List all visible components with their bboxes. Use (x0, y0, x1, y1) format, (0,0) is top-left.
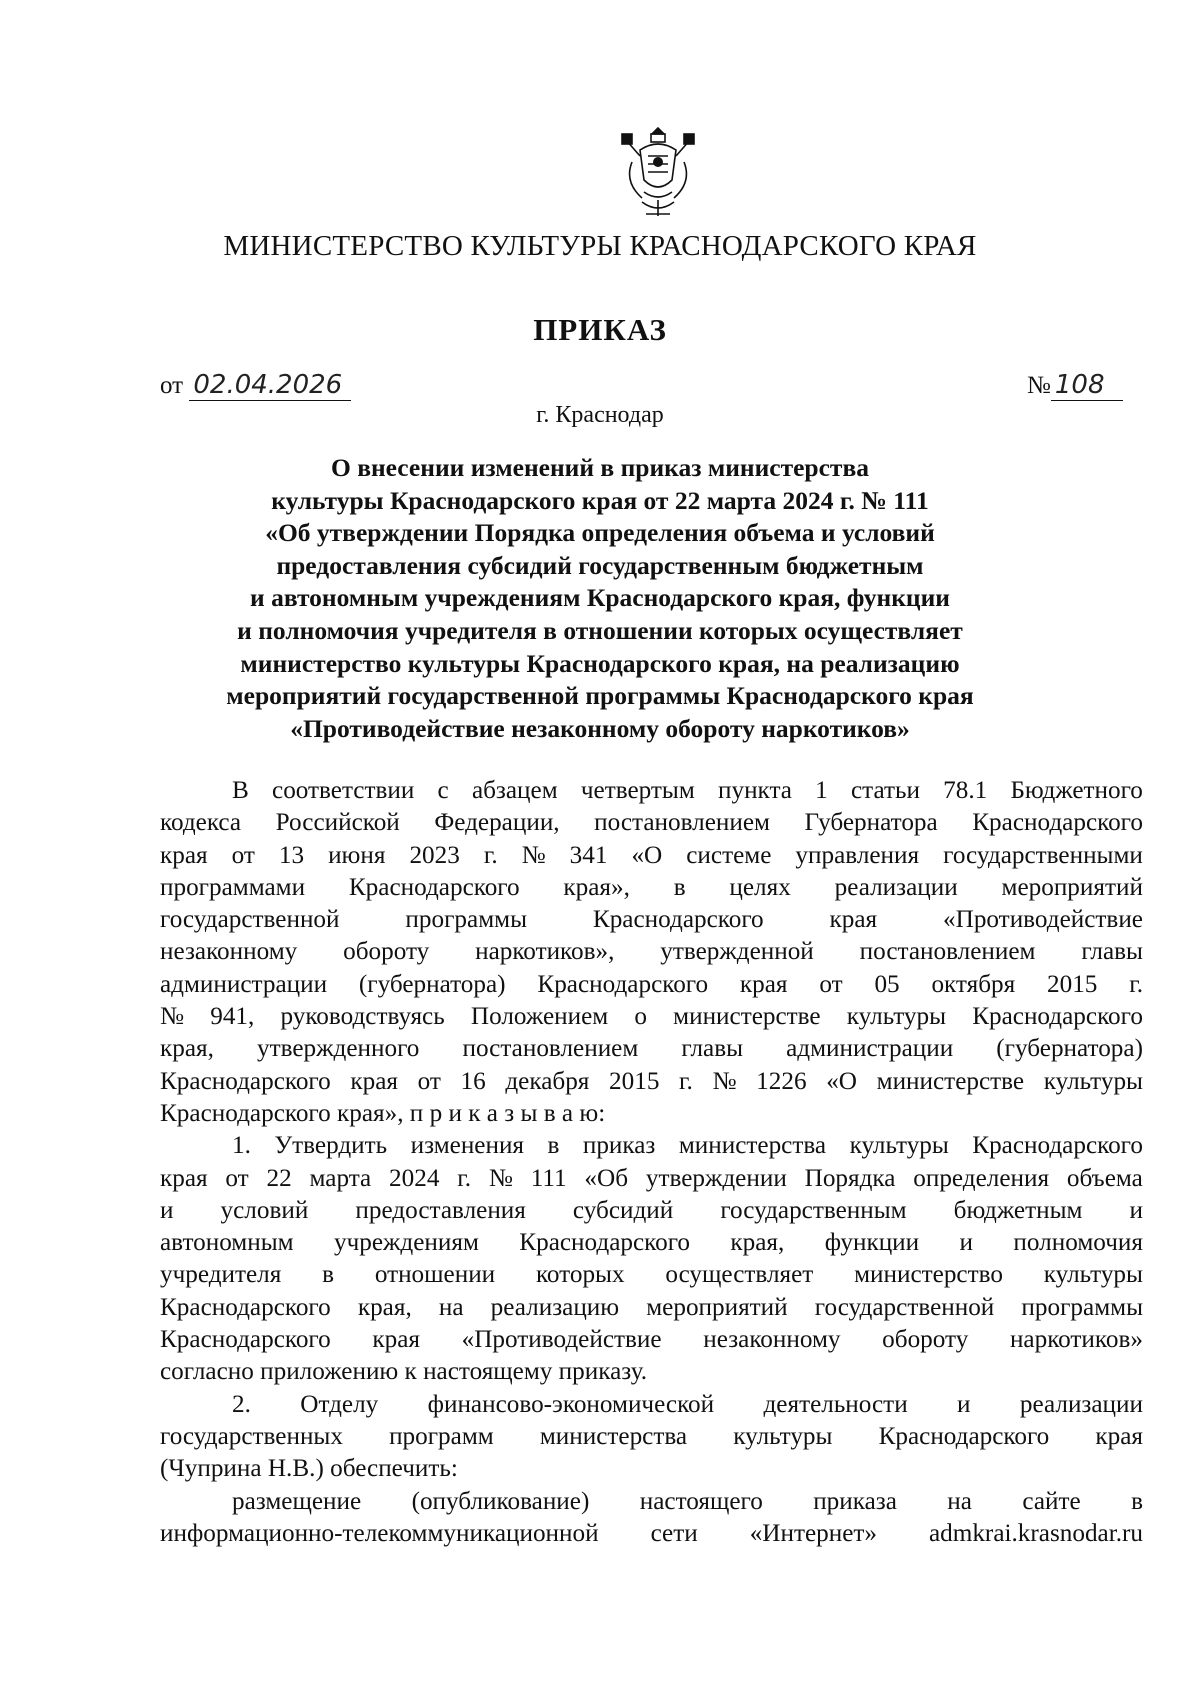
ministry-name: МИНИСТЕРСТВО КУЛЬТУРЫ КРАСНОДАРСКОГО КРАЯ (223, 230, 977, 262)
word: незаконному (703, 1326, 841, 1354)
word: абзацем (471, 777, 558, 804)
word: 111 (530, 1164, 567, 1192)
subject-line: и полномочия учредителя в отношении которых осуществляет (237, 615, 963, 645)
body-line (160, 1292, 1143, 1324)
body-line (160, 1324, 1143, 1356)
word: от (231, 841, 255, 869)
word: программами (160, 873, 306, 901)
word: обороту (882, 1326, 969, 1354)
word: Краснодарского (972, 1003, 1143, 1031)
word: Краснодарского (972, 809, 1143, 837)
word: 05 (874, 970, 900, 998)
word: (опубликование) (411, 1487, 590, 1515)
word: 1. (232, 1132, 251, 1160)
word: от (819, 970, 843, 998)
order-date (160, 370, 351, 401)
subject-line: «Об утверждении Порядка определения объема и условий (265, 518, 935, 548)
word: обороту (343, 938, 430, 966)
word: Губернатора (804, 809, 938, 837)
word: Краснодарского (519, 1229, 691, 1257)
word: на (947, 1487, 972, 1515)
word: 2023 (409, 841, 460, 869)
word: на (438, 1293, 464, 1321)
word: администрации (160, 970, 328, 998)
word: администрации (786, 1035, 954, 1063)
word: 13 (278, 841, 305, 869)
word: государственной (160, 906, 340, 934)
word: министерстве (673, 1003, 821, 1031)
word: Краснодарского (160, 1293, 331, 1321)
word: автономным (160, 1229, 294, 1257)
word: управления (795, 841, 920, 869)
word: «О (631, 841, 663, 869)
body-line-last: Краснодарского края», п р и к а з ы в а ю: (160, 1099, 606, 1127)
word: осуществляет (665, 1261, 814, 1289)
body-line (160, 1130, 1143, 1162)
word: от (225, 1164, 249, 1192)
word: соответствии (272, 777, 415, 804)
word: Краснодарского (348, 873, 520, 901)
word: края (160, 1164, 208, 1192)
word: министерство (854, 1261, 1003, 1289)
word: реализацию (490, 1293, 620, 1321)
word: постановлением (594, 809, 770, 837)
word: информационно-телекоммуникационной (160, 1519, 599, 1547)
word: сети (650, 1519, 698, 1547)
number-prefix: № (1027, 372, 1051, 399)
word: 78.1 (943, 777, 988, 804)
word: государственных (160, 1422, 343, 1450)
subject-line: мероприятий государственной программы Краснодарского края (226, 681, 974, 711)
subject-line: культуры Краснодарского края от 22 марта 2024 г. № 111 (271, 485, 929, 515)
word: государственными (943, 841, 1143, 869)
word: Порядка (804, 1164, 896, 1192)
word: 22 (266, 1164, 292, 1192)
word: министерстве (876, 1067, 1025, 1095)
body-line (160, 1033, 1143, 1065)
word: субсидий (572, 1196, 674, 1224)
word: главы (1081, 938, 1143, 966)
word: функции (824, 1229, 920, 1257)
body-line (160, 969, 1143, 1001)
word: пункта (718, 777, 792, 804)
word: государственным (720, 1196, 907, 1224)
word: культуры (846, 1003, 947, 1031)
word: (губернатора) (358, 970, 506, 998)
word: Краснодарского (537, 970, 709, 998)
word: изменения (410, 1132, 525, 1160)
word: предоставления (355, 1196, 526, 1224)
word: незаконному (160, 938, 298, 966)
word: «Об (584, 1164, 629, 1192)
body-line (160, 904, 1143, 936)
order-subject (150, 452, 1050, 745)
word: края (739, 970, 788, 998)
word: г. (483, 841, 498, 869)
word: октября (931, 970, 1016, 998)
word: края (829, 906, 878, 934)
word: «Противодействие (943, 906, 1143, 934)
body-line (160, 775, 1143, 807)
word: в (547, 1132, 560, 1160)
word: г. (457, 1164, 472, 1192)
word: и (160, 1196, 174, 1224)
date-prefix: от (160, 372, 184, 399)
word: руководствуясь (280, 1003, 445, 1031)
body-line-last: (Чуприна Н.В.) обеспечить: (160, 1455, 458, 1483)
word: целях (729, 873, 791, 901)
word: деятельности (763, 1390, 908, 1418)
word: сайте (1022, 1487, 1081, 1515)
word: культуры (733, 1422, 833, 1450)
word: «Противодействие (461, 1326, 662, 1354)
word: наркотиков», (475, 938, 615, 966)
city: г. Краснодар (536, 402, 664, 428)
word: в (1131, 1487, 1143, 1515)
word: Утвердить (274, 1132, 388, 1160)
word: марта (309, 1164, 372, 1192)
body-line (160, 1163, 1143, 1195)
word: и (1129, 1196, 1143, 1224)
word: о (634, 1003, 647, 1031)
word: 341 (569, 841, 608, 869)
word: программы (1021, 1293, 1143, 1321)
word: статьи (850, 777, 920, 804)
word: г. (1129, 970, 1143, 998)
body-line (160, 1421, 1143, 1453)
body-line (160, 1001, 1143, 1033)
word: постановлением (859, 938, 1036, 966)
word: Краснодарского (878, 1422, 1050, 1450)
word: 2015 (1047, 970, 1098, 998)
word: министерства (678, 1132, 827, 1160)
word: министерства (539, 1422, 688, 1450)
word: отношении (374, 1261, 496, 1289)
word: главы (681, 1035, 744, 1063)
document-title: ПРИКАЗ (533, 312, 667, 347)
handwritten-number: 108 (1051, 370, 1123, 401)
word: края, (160, 1035, 214, 1063)
word: учреждениям (333, 1229, 479, 1257)
word: определения (913, 1164, 1050, 1192)
word: декабря (505, 1067, 590, 1095)
subject-line: министерство культуры Краснодарского края, на реализацию (240, 648, 960, 678)
body-line (160, 1389, 1143, 1421)
body-line-last: согласно приложению к настоящему приказу. (160, 1358, 648, 1386)
word: края, (730, 1229, 785, 1257)
word: которых (535, 1261, 625, 1289)
word: Краснодарского (972, 1132, 1143, 1160)
word: утвержденной (660, 938, 814, 966)
word: края, (357, 1293, 412, 1321)
body-line (160, 1195, 1143, 1227)
word: Краснодарского (160, 1067, 331, 1095)
word: Положением (470, 1003, 609, 1031)
body-line (160, 936, 1143, 968)
word: № (160, 1003, 185, 1031)
word: четвертым (580, 777, 695, 804)
word: полномочия (1013, 1229, 1143, 1257)
word: приказ (582, 1132, 656, 1160)
word: финансово-экономической (427, 1390, 715, 1418)
word: № (712, 1067, 737, 1095)
word: наркотиков» (1009, 1326, 1143, 1354)
word: 2. (232, 1390, 251, 1418)
word: «О (826, 1067, 857, 1095)
word: и (959, 1229, 974, 1257)
word: Отделу (300, 1390, 379, 1418)
subject-line: О внесении изменений в приказ министерства (331, 453, 869, 482)
word: Бюджетного (1010, 777, 1143, 804)
word: приказа (813, 1487, 897, 1515)
word: от (417, 1067, 441, 1095)
word: объема (1066, 1164, 1143, 1192)
word: государственной (814, 1293, 995, 1321)
word: бюджетным (953, 1196, 1083, 1224)
word: 941, (210, 1003, 255, 1031)
word: Краснодарского (592, 906, 764, 934)
word: В (232, 777, 249, 804)
word: культуры (849, 1132, 949, 1160)
subject-line: и автономным учреждениям Краснодарского края, функции (250, 583, 950, 613)
word: № (521, 841, 546, 869)
coat-of-arms-emblem (618, 122, 698, 222)
word: программ (389, 1422, 494, 1450)
word: условий (220, 1196, 309, 1224)
word: настоящего (639, 1487, 763, 1515)
word: реализации (834, 873, 958, 901)
word: края (372, 1326, 420, 1354)
word: края», (563, 873, 630, 901)
word: № (488, 1164, 513, 1192)
word: г. (679, 1067, 693, 1095)
word: программы (405, 906, 527, 934)
body-line (160, 1486, 1143, 1518)
word: 1226 (756, 1067, 807, 1095)
subject-line: «Противодействие незаконному обороту наркотиков» (290, 713, 910, 743)
word: реализации (1019, 1390, 1143, 1418)
word: утверждении (645, 1164, 787, 1192)
word: утвержденного (257, 1035, 420, 1063)
word: мероприятий (646, 1293, 788, 1321)
word: размещение (232, 1487, 362, 1515)
body-line (160, 807, 1143, 839)
word: 16 (460, 1067, 486, 1095)
word: 2024 (389, 1164, 440, 1192)
body-line (160, 872, 1143, 904)
body-line (160, 840, 1143, 872)
handwritten-date: 02.04.2026 (189, 370, 351, 401)
word: июня (328, 841, 386, 869)
word: в (322, 1261, 335, 1289)
order-body (160, 775, 1143, 1550)
word: кодекса (160, 809, 242, 837)
word: края (350, 1067, 398, 1095)
word: постановлением (462, 1035, 639, 1063)
word: культуры (1043, 1067, 1143, 1095)
word: с (437, 777, 449, 804)
body-line (160, 1518, 1143, 1550)
word: Российской (275, 809, 400, 837)
word: системе (686, 841, 772, 869)
word: и (957, 1390, 971, 1418)
subject-line: предоставления субсидий государственным бюджетным (276, 550, 924, 580)
word: края (160, 841, 208, 869)
word: (губернатора) (996, 1035, 1143, 1063)
word: края (1095, 1422, 1143, 1450)
word: Краснодарского (160, 1326, 331, 1354)
body-line (160, 1227, 1143, 1259)
word: 2015 (609, 1067, 660, 1095)
word: 1 (815, 777, 828, 804)
word: учредителя (160, 1261, 282, 1289)
word: Федерации, (434, 809, 560, 837)
word: admkrai.krasnodar.ru (928, 1519, 1143, 1547)
word: культуры (1043, 1261, 1143, 1289)
order-number (1027, 370, 1123, 401)
word: мероприятий (1001, 873, 1143, 901)
body-line (160, 1066, 1143, 1098)
word: «Интернет» (749, 1519, 877, 1547)
word: в (673, 873, 686, 901)
body-line (160, 1259, 1143, 1291)
